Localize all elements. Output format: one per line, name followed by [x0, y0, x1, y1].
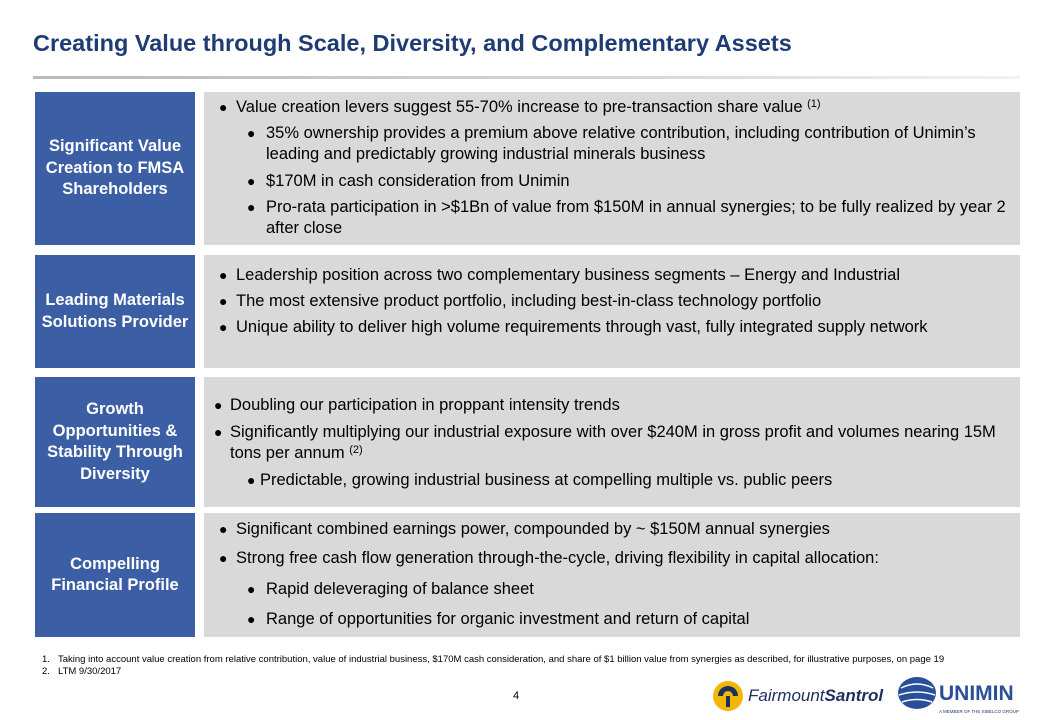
title-divider	[33, 76, 1020, 79]
bullet-icon: ●	[247, 125, 256, 141]
row-value-creation	[35, 92, 1020, 245]
page-title: Creating Value through Scale, Diversity, and Complementary Assets	[33, 30, 792, 56]
santrol-wordmark: Santrol	[824, 686, 884, 705]
bullet-text: Strong free cash flow generation through-the-cycle, driving flexibility in capital allocation:	[236, 549, 879, 567]
sub-bullet-item	[204, 609, 1008, 630]
unimin-wordmark: UNIMIN	[939, 682, 1014, 705]
row-growth-opportunities	[35, 377, 1020, 507]
row-content	[204, 255, 1020, 368]
bullet-icon: ●	[219, 550, 228, 566]
bullet-text: Unique ability to deliver high volume requirements through vast, fully integrated supply network	[236, 318, 928, 336]
bullet-icon: ●	[247, 611, 256, 627]
row-content	[204, 513, 1020, 637]
bullet-icon: ●	[214, 424, 223, 440]
row-materials-provider	[35, 255, 1020, 368]
bullet-item	[204, 291, 1008, 312]
sub-bullet-item	[204, 579, 1008, 600]
bullet-item	[204, 395, 1008, 416]
footnotes	[42, 654, 944, 678]
bullet-text: Pro-rata participation in >$1Bn of value from $150M in annual synergies; to be fully realized by year 2 after close	[266, 198, 1006, 237]
bullet-icon: ●	[247, 581, 256, 597]
footnote-text: LTM 9/30/2017	[58, 666, 122, 677]
bullet-icon: ●	[219, 521, 228, 537]
bullet-text: Range of opportunities for organic investment and return of capital	[266, 610, 750, 628]
footnote-ref: (1)	[807, 98, 821, 110]
footnote-number: 2.	[42, 666, 50, 677]
page-number: 4	[513, 690, 520, 702]
fairmount-santrol-logo	[710, 676, 885, 716]
bullet-icon: ●	[247, 173, 256, 189]
fairmount-wordmark: Fairmount	[748, 686, 825, 705]
footnote-item	[42, 654, 944, 666]
bullet-item	[204, 422, 1008, 464]
row-financial-profile	[35, 513, 1020, 637]
bullet-icon: ●	[219, 267, 228, 283]
bullet-icon: ●	[219, 319, 228, 335]
sub-bullet-item	[204, 123, 1008, 165]
footnote-ref: (2)	[349, 444, 363, 456]
bullet-text: Significant combined earnings power, compounded by ~ $150M annual synergies	[236, 520, 830, 538]
bullet-text: Leadership position across two complementary business segments – Energy and Industrial	[236, 266, 901, 284]
bullet-text: Doubling our participation in proppant intensity trends	[230, 396, 620, 414]
row-label: Leading Materials Solutions Provider	[35, 255, 195, 368]
bullet-icon: ●	[219, 99, 228, 115]
footnote-text: Taking into account value creation from relative contribution, value of industrial business, $170M cash consideration, and share of $1 billion value from synergies as described, for illustrative purposes, on page 19	[58, 654, 945, 665]
bullet-icon: ●	[247, 199, 256, 215]
bullet-icon: ●	[219, 293, 228, 309]
row-label: Significant Value Creation to FMSA Shareholders	[35, 92, 195, 245]
row-label: Growth Opportunities & Stability Through Diversity	[35, 377, 195, 507]
bullet-text: Rapid deleveraging of balance sheet	[266, 580, 534, 598]
unimin-logo	[895, 672, 1025, 718]
row-content	[204, 377, 1020, 507]
sub-bullet-item	[204, 470, 1008, 491]
bullet-text: The most extensive product portfolio, including best-in-class technology portfolio	[236, 292, 822, 310]
footnote-number: 1.	[42, 654, 50, 665]
bullet-item	[204, 265, 1008, 286]
sub-bullet-item	[204, 171, 1008, 192]
bullet-text: $170M in cash consideration from Unimin	[266, 172, 570, 190]
bullet-item	[204, 97, 1008, 118]
bullet-text: Significantly multiplying our industrial exposure with over $240M in gross profit and volumes nearing 15M tons per annum	[230, 423, 996, 462]
bullet-text: Predictable, growing industrial business at compelling multiple vs. public peers	[260, 471, 833, 489]
bullet-item	[204, 317, 1008, 338]
row-content	[204, 92, 1020, 245]
bullet-icon: ●	[247, 472, 256, 488]
row-label: Compelling Financial Profile	[35, 513, 195, 637]
bullet-text: Value creation levers suggest 55-70% increase to pre-transaction share value	[236, 98, 803, 116]
bullet-icon: ●	[214, 397, 223, 413]
bullet-item	[204, 548, 1008, 569]
bullet-item	[204, 519, 1008, 540]
sub-bullet-item	[204, 197, 1008, 239]
sibelco-tagline: A MEMBER OF THE SIBELCO GROUP	[939, 709, 1019, 714]
bullet-text: 35% ownership provides a premium above relative contribution, including contribution of Unimin’s leading and predictably growing industrial minerals business	[266, 124, 976, 163]
svg-text:FairmountSantrol	[748, 686, 884, 705]
